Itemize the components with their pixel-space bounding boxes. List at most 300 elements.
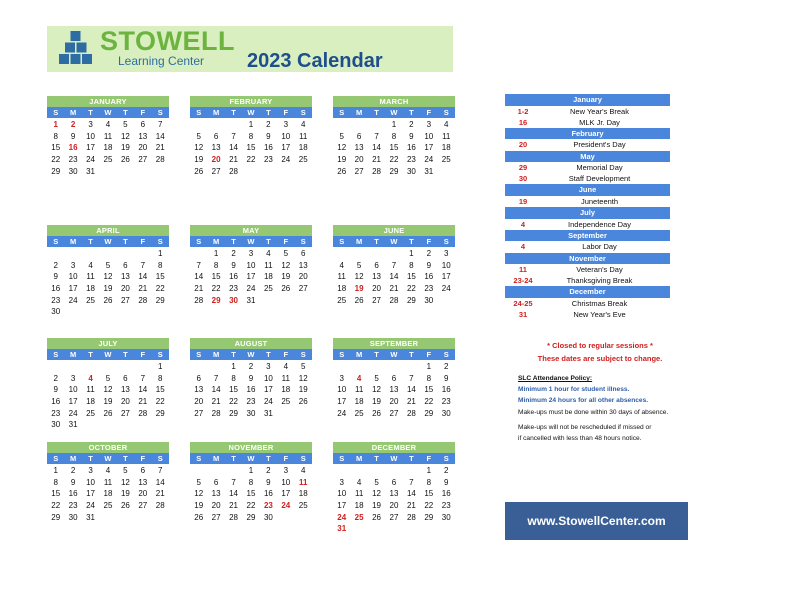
day-cell: 25 [103, 155, 113, 165]
day-cell: 9 [409, 131, 414, 141]
day-cell: 14 [229, 143, 238, 153]
weekday-label: T [88, 108, 93, 117]
day-cell: 27 [372, 295, 381, 305]
holiday-name: Thanksgiving Break [566, 276, 633, 286]
day-cell: 8 [158, 260, 163, 270]
holiday-name: MLK Jr. Day [579, 117, 620, 127]
day-cell: 8 [158, 373, 163, 383]
day-cell: 1 [53, 120, 58, 129]
day-cell: 11 [86, 272, 95, 282]
day-cell: 28 [138, 295, 148, 305]
day-cell: 28 [155, 501, 165, 511]
day-cell: 19 [372, 501, 381, 511]
holiday-month-header: January [505, 94, 670, 106]
day-cell: 26 [194, 512, 204, 522]
empty-day [82, 248, 99, 260]
day-cell: 9 [53, 272, 58, 282]
day-cell: 27 [138, 155, 148, 165]
month-june [333, 225, 455, 306]
month-name: MAY [190, 225, 312, 236]
day-cell: 31 [246, 295, 256, 305]
day-cell: 11 [354, 385, 364, 395]
weekday-header [333, 236, 455, 247]
day-cell: 15 [406, 272, 416, 282]
day-cell: 29 [246, 512, 256, 522]
empty-day [134, 248, 151, 260]
day-cell: 20 [120, 284, 130, 294]
day-cell: 9 [426, 260, 432, 270]
day-cell: 4 [105, 120, 111, 129]
day-cell: 7 [374, 131, 379, 141]
holiday-date: 24-25 [513, 298, 533, 308]
holiday-name: President's Day [573, 140, 626, 150]
holiday-date: 20 [518, 140, 528, 150]
day-cell: 26 [337, 166, 347, 176]
website-link[interactable]: www.StowellCenter.com [505, 502, 688, 540]
weekday-label: T [123, 108, 128, 117]
day-cell: 22 [424, 397, 434, 407]
day-cell: 17 [281, 489, 291, 499]
day-cell: 22 [155, 397, 165, 407]
empty-day [99, 248, 116, 260]
day-cell: 17 [281, 143, 291, 153]
weekday-label: F [140, 454, 146, 463]
day-cell: 4 [266, 249, 271, 258]
weekday-label: S [300, 350, 306, 359]
day-cell: 17 [263, 385, 273, 395]
day-cell: 18 [354, 501, 364, 511]
day-cell: 31 [86, 512, 95, 522]
day-cell: 1 [158, 362, 163, 371]
day-cell: 20 [389, 501, 399, 511]
day-cell: 28 [155, 155, 165, 165]
empty-day [47, 248, 64, 260]
day-grid [333, 465, 455, 535]
day-cell: 2 [444, 466, 449, 475]
day-cell: 15 [211, 272, 221, 282]
weekday-label: S [157, 454, 163, 463]
empty-day [82, 361, 99, 373]
holiday-name: Labor Day [582, 242, 617, 252]
day-cell: 23 [263, 155, 273, 165]
day-cell: 12 [372, 385, 381, 395]
policy-line-illness: Minimum 1 hour for student illness. [518, 386, 630, 394]
month-may [190, 225, 312, 306]
weekday-label: F [283, 108, 289, 117]
day-grid [190, 248, 312, 306]
day-grid [333, 248, 455, 306]
day-cell: 26 [281, 284, 291, 294]
day-cell: 13 [211, 489, 221, 499]
day-cell: 21 [372, 155, 381, 165]
day-cell: 15 [246, 489, 256, 499]
day-cell: 7 [140, 260, 146, 270]
day-cell: 6 [213, 477, 219, 487]
weekday-label: T [231, 237, 236, 246]
day-cell: 30 [406, 166, 416, 176]
day-cell: 24 [337, 512, 347, 522]
empty-day [350, 361, 367, 373]
holiday-date: 30 [518, 174, 528, 184]
day-cell: 27 [138, 501, 148, 511]
day-cell: 27 [120, 408, 130, 418]
holiday-date: 4 [520, 219, 526, 229]
day-cell: 9 [231, 260, 236, 270]
day-cell: 3 [266, 362, 271, 371]
policy-line-reschedule: Make-ups will not be rescheduled if missed or [518, 423, 652, 431]
day-cell: 30 [229, 295, 238, 305]
day-cell: 6 [391, 477, 397, 487]
day-cell: 19 [298, 385, 308, 395]
day-cell: 8 [426, 477, 432, 487]
day-cell: 2 [70, 466, 76, 475]
day-cell: 11 [103, 477, 113, 487]
weekday-label: W [104, 350, 112, 359]
holiday-list [505, 94, 670, 320]
blocks-logo-icon [58, 30, 94, 66]
day-cell: 24 [281, 501, 291, 511]
weekday-label: T [374, 454, 379, 463]
day-cell: 7 [213, 373, 219, 383]
weekday-label: F [426, 350, 432, 359]
holiday-row [505, 241, 670, 252]
day-cell: 22 [211, 284, 221, 294]
empty-day [350, 248, 367, 260]
weekday-label: W [104, 237, 112, 246]
day-cell: 21 [211, 397, 221, 407]
day-cell: 16 [68, 143, 78, 153]
day-cell: 19 [103, 397, 113, 407]
weekday-header [190, 236, 312, 247]
day-cell: 10 [86, 131, 95, 141]
month-name: NOVEMBER [190, 442, 312, 453]
empty-day [368, 248, 385, 260]
day-cell: 5 [196, 477, 201, 487]
holiday-row [505, 196, 670, 207]
day-cell: 18 [441, 143, 451, 153]
month-september [333, 338, 455, 419]
day-cell: 21 [138, 284, 148, 294]
day-cell: 31 [337, 524, 347, 534]
day-cell: 6 [123, 260, 128, 270]
day-cell: 20 [138, 489, 148, 499]
holiday-row [505, 139, 670, 150]
day-cell: 7 [409, 477, 414, 487]
weekday-label: F [426, 454, 432, 463]
day-cell: 14 [194, 272, 204, 282]
day-cell: 3 [283, 466, 289, 475]
day-grid [190, 119, 312, 177]
weekday-label: S [300, 454, 306, 463]
day-cell: 14 [406, 489, 416, 499]
day-cell: 19 [194, 501, 204, 511]
day-cell: 26 [194, 166, 204, 176]
weekday-header [190, 107, 312, 118]
month-name: JUNE [333, 225, 455, 236]
day-cell: 21 [229, 501, 238, 511]
day-cell: 1 [426, 466, 432, 475]
closed-note: * Closed to regular sessions * [547, 341, 653, 350]
weekday-label: F [140, 350, 146, 359]
holiday-name: New Year's Break [570, 106, 629, 116]
empty-day [350, 465, 367, 477]
day-cell: 3 [88, 120, 93, 129]
weekday-label: S [196, 237, 202, 246]
day-cell: 1 [391, 120, 397, 129]
day-cell: 26 [372, 408, 381, 418]
weekday-header [47, 236, 169, 247]
day-cell: 4 [105, 466, 111, 475]
weekday-label: M [356, 350, 363, 359]
day-cell: 25 [337, 295, 347, 305]
day-cell: 16 [441, 489, 451, 499]
day-cell: 2 [266, 466, 271, 475]
day-cell: 24 [68, 295, 78, 305]
day-cell: 22 [229, 397, 238, 407]
day-cell: 25 [298, 155, 308, 165]
day-cell: 3 [248, 249, 254, 258]
day-cell: 11 [103, 131, 113, 141]
day-cell: 26 [372, 512, 381, 522]
day-cell: 12 [120, 131, 130, 141]
holiday-row [505, 117, 670, 128]
weekday-label: S [443, 237, 449, 246]
weekday-label: T [88, 237, 93, 246]
day-cell: 22 [424, 501, 434, 511]
day-cell: 21 [229, 155, 238, 165]
day-cell: 25 [354, 512, 364, 522]
day-cell: 23 [229, 284, 238, 294]
day-cell: 27 [298, 284, 308, 294]
weekday-label: T [123, 350, 128, 359]
day-cell: 20 [354, 155, 364, 165]
day-cell: 16 [406, 143, 416, 153]
weekday-label: W [247, 237, 255, 246]
weekday-label: M [70, 108, 77, 117]
day-cell: 28 [372, 166, 381, 176]
day-cell: 10 [424, 131, 434, 141]
day-cell: 25 [103, 501, 113, 511]
empty-day [134, 361, 151, 373]
day-cell: 18 [263, 272, 273, 282]
day-cell: 20 [211, 155, 221, 165]
weekday-label: M [70, 454, 77, 463]
day-grid [190, 465, 312, 523]
weekday-label: M [356, 454, 363, 463]
day-cell: 5 [105, 260, 111, 270]
day-cell: 30 [263, 512, 273, 522]
day-cell: 17 [68, 284, 78, 294]
day-cell: 22 [389, 155, 399, 165]
day-cell: 14 [229, 489, 238, 499]
brand-subtitle: Learning Center [118, 54, 205, 68]
day-cell: 19 [103, 284, 113, 294]
day-cell: 23 [406, 155, 416, 165]
day-cell: 23 [263, 501, 273, 511]
day-cell: 5 [123, 120, 128, 129]
day-cell: 7 [231, 477, 236, 487]
day-cell: 25 [298, 501, 308, 511]
weekday-label: W [390, 108, 398, 117]
empty-day [99, 361, 116, 373]
day-cell: 13 [138, 131, 148, 141]
day-cell: 8 [53, 131, 58, 141]
policy-line-makeups: Make-ups must be done within 30 days of absence. [518, 408, 669, 416]
weekday-label: S [443, 350, 449, 359]
day-cell: 17 [86, 143, 95, 153]
day-cell: 20 [298, 272, 308, 282]
day-cell: 4 [88, 260, 93, 270]
day-cell: 24 [424, 155, 434, 165]
day-cell: 22 [51, 501, 61, 511]
day-cell: 27 [120, 295, 130, 305]
day-cell: 7 [158, 120, 163, 129]
day-cell: 8 [391, 131, 397, 141]
day-cell: 19 [354, 284, 364, 294]
day-cell: 25 [354, 408, 364, 418]
day-cell: 21 [194, 284, 204, 294]
day-cell: 13 [120, 272, 130, 282]
day-cell: 12 [298, 373, 308, 383]
day-cell: 9 [266, 131, 271, 141]
day-cell: 14 [406, 385, 416, 395]
day-grid [47, 465, 169, 523]
weekday-label: S [339, 237, 345, 246]
day-cell: 3 [339, 477, 344, 487]
day-cell: 2 [53, 373, 58, 383]
day-cell: 4 [283, 362, 289, 371]
day-cell: 9 [53, 385, 58, 395]
month-name: APRIL [47, 225, 169, 236]
empty-day [207, 465, 224, 477]
day-cell: 7 [196, 260, 201, 270]
day-cell: 18 [103, 143, 113, 153]
day-cell: 30 [441, 512, 451, 522]
attendance-policy [518, 373, 718, 444]
month-august [190, 338, 312, 419]
weekday-label: M [213, 350, 220, 359]
weekday-label: M [356, 108, 363, 117]
weekday-label: F [283, 237, 289, 246]
day-cell: 25 [441, 155, 451, 165]
day-cell: 18 [86, 284, 95, 294]
day-cell: 19 [120, 489, 130, 499]
day-cell: 26 [120, 155, 130, 165]
day-cell: 5 [374, 373, 379, 383]
weekday-label: T [409, 108, 414, 117]
day-cell: 29 [424, 408, 434, 418]
day-cell: 9 [70, 477, 76, 487]
day-cell: 21 [406, 397, 416, 407]
day-cell: 23 [51, 295, 61, 305]
empty-day [403, 361, 420, 373]
day-cell: 12 [372, 489, 381, 499]
weekday-label: T [374, 108, 379, 117]
day-cell: 21 [155, 143, 165, 153]
day-cell: 13 [389, 489, 399, 499]
empty-day [47, 361, 64, 373]
day-cell: 26 [120, 501, 130, 511]
empty-day [333, 248, 350, 260]
day-cell: 2 [444, 362, 449, 371]
day-cell: 10 [281, 131, 291, 141]
weekday-label: S [196, 454, 202, 463]
day-cell: 20 [372, 284, 381, 294]
day-cell: 29 [389, 166, 399, 176]
day-cell: 19 [281, 272, 291, 282]
day-cell: 23 [51, 408, 61, 418]
day-cell: 22 [246, 155, 256, 165]
day-cell: 16 [51, 284, 61, 294]
day-cell: 2 [248, 362, 254, 371]
day-cell: 13 [354, 143, 364, 153]
day-cell: 3 [70, 260, 76, 270]
empty-day [403, 465, 420, 477]
day-cell: 30 [246, 408, 256, 418]
day-cell: 6 [391, 373, 397, 383]
day-grid [47, 248, 169, 318]
weekday-header [333, 107, 455, 118]
holiday-name: New Year's Eve [573, 310, 626, 320]
day-cell: 18 [337, 284, 347, 294]
day-cell: 23 [424, 284, 434, 294]
day-cell: 8 [53, 477, 58, 487]
day-grid [190, 361, 312, 419]
weekday-label: S [300, 237, 306, 246]
day-grid [333, 119, 455, 177]
day-cell: 15 [155, 272, 165, 282]
day-cell: 15 [424, 489, 434, 499]
day-cell: 23 [441, 397, 451, 407]
weekday-label: S [443, 454, 449, 463]
day-cell: 12 [281, 260, 291, 270]
day-cell: 5 [123, 466, 128, 475]
day-cell: 11 [264, 260, 273, 270]
day-cell: 6 [140, 466, 146, 475]
day-cell: 15 [155, 385, 165, 395]
day-cell: 7 [158, 466, 163, 475]
day-cell: 20 [120, 397, 130, 407]
day-cell: 24 [68, 408, 78, 418]
day-cell: 22 [155, 284, 165, 294]
day-cell: 10 [246, 260, 256, 270]
day-cell: 3 [426, 120, 432, 129]
holiday-month-header: June [505, 184, 670, 196]
holiday-date: 31 [518, 310, 528, 320]
day-cell: 8 [248, 131, 254, 141]
empty-day [64, 248, 81, 260]
month-april [47, 225, 169, 318]
weekday-label: W [247, 108, 255, 117]
weekday-label: W [247, 350, 255, 359]
day-cell: 18 [86, 397, 95, 407]
empty-day [350, 119, 367, 131]
weekday-label: F [140, 237, 146, 246]
day-cell: 10 [86, 477, 95, 487]
day-cell: 2 [70, 120, 76, 129]
weekday-label: F [426, 108, 432, 117]
day-cell: 17 [86, 489, 95, 499]
day-cell: 11 [281, 373, 290, 383]
holiday-month-header: February [505, 128, 670, 140]
weekday-header [47, 349, 169, 360]
weekday-label: W [390, 454, 398, 463]
weekday-label: F [283, 350, 289, 359]
day-cell: 24 [281, 155, 291, 165]
day-cell: 2 [426, 249, 432, 258]
month-february [190, 96, 312, 177]
weekday-label: T [266, 454, 271, 463]
